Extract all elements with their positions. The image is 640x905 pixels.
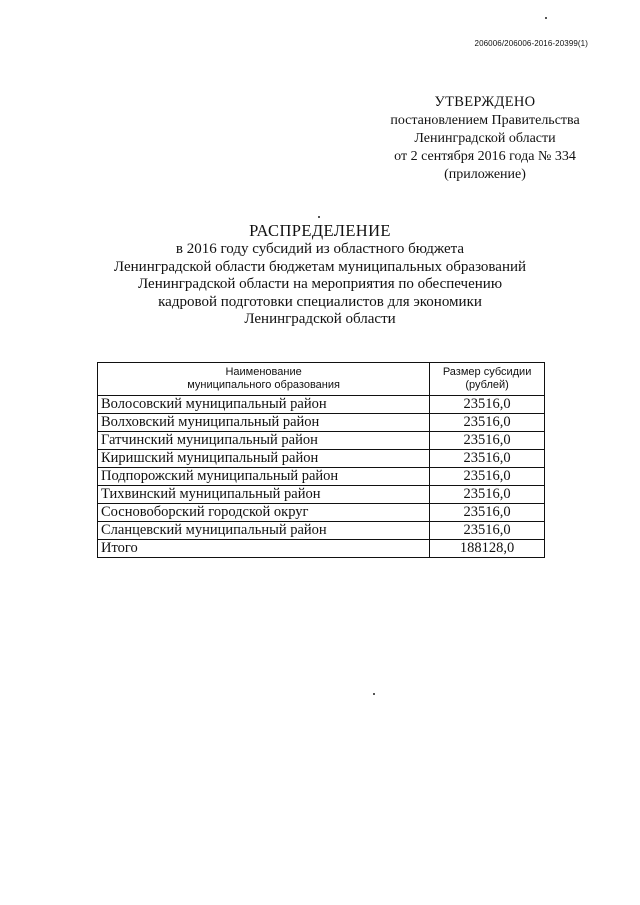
total-amount: 188128,0	[430, 540, 545, 558]
table-row	[98, 414, 545, 432]
heading-line: Ленинградской области на мероприятия по обеспечению	[137, 276, 503, 292]
approval-line-2: Ленинградской области	[414, 131, 556, 146]
heading-line: Ленинградской области	[244, 311, 396, 327]
subsidy-table	[97, 362, 545, 558]
subsidy-amount: 23516,0	[430, 468, 545, 486]
scan-speck	[318, 216, 320, 218]
subsidy-amount: 23516,0	[430, 396, 545, 414]
table-row	[98, 432, 545, 450]
municipality-name: Гатчинский муниципальный район	[98, 432, 430, 450]
document-heading	[0, 221, 640, 329]
municipality-name: Подпорожский муниципальный район	[98, 468, 430, 486]
subsidy-amount: 23516,0	[430, 450, 545, 468]
header-text: Размер субсидии	[442, 366, 532, 378]
header-text: муниципального образования	[187, 379, 340, 391]
heading-line: Ленинградской области бюджетам муниципальных образований	[113, 258, 527, 275]
scan-speck	[373, 693, 375, 695]
municipality-name: Волосовский муниципальный район	[98, 396, 430, 414]
document-id: 206006/206006-2016-20399(1)	[474, 39, 588, 48]
scan-speck	[545, 17, 547, 19]
subsidy-amount: 23516,0	[430, 432, 545, 450]
subsidy-amount: 23516,0	[430, 504, 545, 522]
heading-line: кадровой подготовки специалистов для экономики	[158, 293, 482, 310]
table-row	[98, 468, 545, 486]
subsidy-amount: 23516,0	[430, 486, 545, 504]
approval-line-3: от 2 сентября 2016 года № 334	[394, 149, 576, 164]
municipality-name: Киришский муниципальный район	[98, 450, 430, 468]
subsidy-amount: 23516,0	[430, 414, 545, 432]
approval-line-1: постановлением Правительства	[390, 113, 580, 128]
table-row	[98, 486, 545, 504]
column-header-name	[98, 363, 430, 396]
table-row	[98, 450, 545, 468]
table-row	[98, 396, 545, 414]
subsidy-amount: 23516,0	[430, 522, 545, 540]
municipality-name: Сланцевский муниципальный район	[98, 522, 430, 540]
municipality-name: Сосновоборский городской округ	[98, 504, 430, 522]
header-text: Наименование	[225, 366, 302, 378]
table-total-row	[98, 540, 545, 558]
approval-block	[355, 93, 615, 184]
document-title: РАСПРЕДЕЛЕНИЕ	[249, 221, 391, 240]
table-row	[98, 522, 545, 540]
heading-line: в 2016 году субсидий из областного бюджета	[175, 241, 465, 257]
table-header-row	[98, 363, 545, 396]
approval-line-4: (приложение)	[444, 167, 526, 182]
total-label: Итого	[98, 540, 430, 558]
header-text: (рублей)	[465, 379, 509, 391]
table-row	[98, 504, 545, 522]
approval-title: УТВЕРЖДЕНО	[434, 94, 536, 110]
municipality-name: Волховский муниципальный район	[98, 414, 430, 432]
column-header-amount	[430, 363, 545, 396]
municipality-name: Тихвинский муниципальный район	[98, 486, 430, 504]
